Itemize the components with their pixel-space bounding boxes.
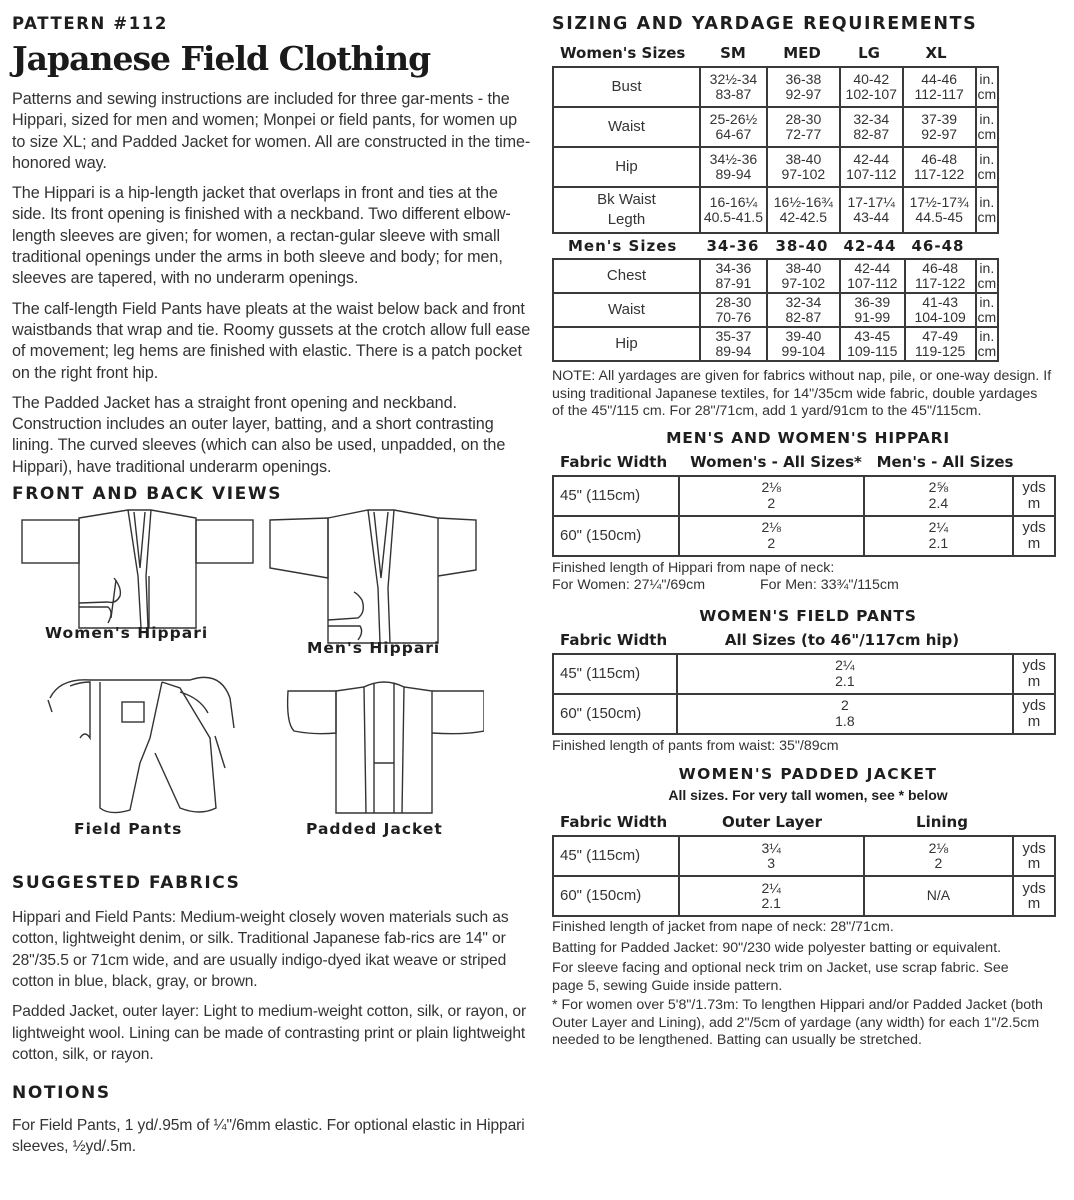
cell-in: 46-48: [921, 150, 958, 167]
cell-cm: 44.5-45: [915, 209, 963, 225]
fabrics-hippari-pants: Hippari and Field Pants: Medium-weight closely woven materials such as cotton, lightweight denim, or silk. Traditional Japanese fab-rics are 14" or 28"/35.5 or 71cm wide, and are usually indigo-dyed ikat weave or striped cotton in blue, black, gray, or brown.: [12, 909, 509, 990]
yards: 2¼: [835, 657, 855, 673]
unit-m: m: [1027, 712, 1041, 730]
jacket-note-tall: * For women over 5'8"/1.73m: To lengthen Hippari and/or Padded Jacket (both Outer Layer and Lining), add 2"/5cm of yardage (any width) for each 1"/2.5cm needed to be lengthened. Batting can usually be stretched.: [552, 997, 1043, 1048]
cell-in: 28-30: [715, 293, 752, 310]
cell-in: 42-44: [853, 150, 890, 167]
unit-cm: cm: [977, 86, 997, 102]
finished-women: For Women: 27¼"/69cm: [552, 577, 706, 593]
jacket-note-facing: For sleeve facing and optional neck trim on Jacket, use scrap fabric. See page 5, sewing Guide inside pattern.: [552, 960, 1009, 994]
unit-cm: cm: [977, 309, 997, 325]
cell-in: 37-39: [921, 110, 958, 127]
cell-in: 34-36: [715, 259, 752, 276]
table-row: [553, 187, 998, 233]
cell-cm: 109-115: [847, 343, 898, 359]
unit-m: m: [1027, 672, 1041, 690]
unit-cm: cm: [977, 126, 997, 142]
cell-in: 43-45: [854, 327, 891, 344]
cell-in: 32½-34: [709, 70, 758, 87]
views-heading: FRONT AND BACK VIEWS: [12, 484, 283, 505]
intro-paragraph: Patterns and sewing instructions are included for three gar-ments - the Hippari, sized for men and women; Monpei or field pants, for women up to size XL; and Padded Jacket for women. All are constructed in the time-honored way.: [12, 90, 531, 172]
cell-in: 36-39: [854, 293, 891, 310]
size-col-34-36: 34-36: [706, 237, 760, 255]
row-label: Waist: [553, 293, 700, 327]
cell-cm: 83-87: [715, 86, 752, 102]
col-lining: Lining: [916, 813, 968, 831]
cell-in: 32-34: [853, 110, 890, 127]
pattern-number: PATTERN #112: [12, 14, 168, 33]
unit-cm: cm: [977, 166, 997, 182]
unit-in: in.: [979, 150, 995, 167]
field-pants-caption: Field Pants: [74, 820, 183, 839]
size-col-lg: LG: [858, 44, 880, 62]
hippari-columns: [552, 453, 1064, 473]
fabrics-jacket: Padded Jacket, outer layer: Light to medium-weight cotton, silk, or rayon, or lightweight wool. Lining can be made of contrasting print or plain lightweight cotton, silk, or rayon.: [12, 1003, 527, 1063]
yards: 2⅛: [761, 519, 781, 535]
cell-in: 34½-36: [709, 150, 758, 167]
unit-m: m: [1027, 494, 1041, 512]
unit-cm: cm: [977, 275, 997, 291]
pants-finished: Finished length of pants from waist: 35"/89cm: [552, 737, 839, 754]
jacket-subheading: All sizes. For very tall women, see * below: [668, 787, 948, 803]
right-column: [552, 14, 1064, 1050]
meters: 2: [934, 855, 943, 871]
row-label: Bust: [553, 67, 700, 107]
meters: 3: [767, 855, 776, 871]
jacket-heading: WOMEN'S PADDED JACKET: [678, 765, 938, 783]
size-col-med: MED: [783, 44, 821, 62]
yards: 2⅝: [928, 479, 949, 495]
meters: 2.1: [928, 534, 949, 551]
table-row: [553, 327, 998, 361]
fabric-width: 45" (115cm): [553, 654, 677, 694]
jacket-yardage-table: [552, 835, 1056, 917]
cell-in: 44-46: [921, 70, 958, 87]
mens-hippari-illustration-icon: [258, 508, 478, 648]
table-row: [553, 259, 998, 293]
fabric-width: 60" (150cm): [553, 516, 679, 556]
row-label: Chest: [553, 259, 700, 293]
unit-in: in.: [979, 259, 995, 276]
yards: 2¼: [928, 519, 949, 535]
col-fabric-width: Fabric Width: [560, 813, 668, 831]
table-row: [553, 876, 1055, 916]
hippari-yardage-table: [552, 475, 1056, 557]
table-row: [553, 654, 1055, 694]
meters: 2: [767, 534, 776, 551]
pants-yardage-table: [552, 653, 1056, 735]
finished-men: For Men: 33¾"/115cm: [760, 577, 899, 593]
unit-yds: yds: [1022, 697, 1046, 714]
cell-cm: 89-94: [715, 343, 752, 359]
cell-cm: 72-77: [785, 126, 822, 142]
unit-in: in.: [979, 293, 995, 310]
notions-heading: NOTIONS: [12, 1083, 111, 1104]
unit-yds: yds: [1022, 839, 1046, 857]
cell-in: 36-38: [785, 70, 822, 87]
unit-in: in.: [979, 70, 995, 87]
cell-cm: 104-109: [914, 309, 966, 325]
unit-yds: yds: [1022, 519, 1046, 536]
row-label-2: Legth: [607, 211, 646, 228]
unit-in: in.: [979, 327, 995, 344]
yards: 2: [840, 697, 849, 713]
meters: 2: [767, 494, 776, 511]
table-row: [553, 476, 1055, 516]
cell-cm: 107-112: [847, 275, 898, 291]
unit-cm: cm: [977, 343, 997, 359]
cell-cm: 92-97: [785, 86, 822, 102]
col-mens: Men's - All Sizes: [876, 452, 1014, 471]
cell-in: 38-40: [785, 259, 822, 276]
left-column: [12, 14, 532, 1158]
mens-sizes-label: Men's Sizes: [568, 237, 678, 255]
table-row: [553, 694, 1055, 734]
size-col-xl: XL: [925, 44, 947, 62]
cell-cm: 40.5-41.5: [703, 209, 763, 225]
cell-in: 25-26½: [709, 110, 758, 127]
cell-cm: 99-104: [781, 343, 826, 359]
cell-in: 16-16¼: [709, 193, 758, 210]
table-row: [553, 107, 998, 147]
fabric-width: 45" (115cm): [553, 836, 679, 876]
yards: 3¼: [761, 839, 781, 856]
table-row: [553, 67, 998, 107]
cell-cm: 82-87: [785, 309, 822, 325]
table-row: [553, 147, 998, 187]
cell-cm: 42-42.5: [779, 209, 828, 225]
padded-jacket-illustration-icon: [274, 673, 484, 818]
size-col-38-40: 38-40: [775, 237, 829, 255]
yards: 2⅛: [761, 479, 781, 495]
unit-m: m: [1027, 534, 1041, 552]
jacket-description: The Padded Jacket has a straight front opening and neckband. Construction includes an outer layer, batting, and a short contrasting lining. The curved sleeves (which can also be used, unpadded, on the Hippari), have traditional underarm openings.: [12, 393, 506, 476]
cell-in: 46-48: [922, 259, 959, 276]
cell-cm: 87-91: [715, 275, 752, 291]
fabric-width: 45" (115cm): [553, 476, 679, 516]
cell-cm: 89-94: [715, 166, 752, 182]
notions-text: For Field Pants, 1 yd/.95m of ¼"/6mm elastic. For optional elastic in Hippari sleeves, ½yd/.5m.: [12, 1117, 525, 1156]
womens-sizes-header: [552, 44, 1064, 64]
cell-in: 28-30: [785, 110, 822, 127]
yardage-note: NOTE: All yardages are given for fabrics without nap, pile, or one-way design. If using traditional Japanese textiles, for 14"/35cm wide fabric, double yardages of the 45"/115 cm. For 28"/71cm, add 1 yard/91cm to the 45"/115cm.: [552, 368, 1052, 419]
field-pants-illustration-icon: [30, 668, 240, 818]
cell-in: 17-17¼: [847, 193, 895, 210]
size-col-42-44: 42-44: [843, 237, 897, 255]
table-row: [553, 836, 1055, 876]
mens-sizes-header: [552, 234, 1064, 258]
row-label: Bk Waist: [597, 191, 656, 208]
cell-cm: 102-107: [845, 86, 897, 102]
cell-cm: 97-102: [781, 166, 826, 182]
yards: 2¼: [761, 879, 781, 896]
fabrics-heading: SUGGESTED FABRICS: [12, 873, 241, 894]
cell-in: 16½-16¾: [773, 193, 833, 210]
cell-in: 39-40: [785, 327, 822, 344]
meters: 2.1: [761, 895, 781, 911]
cell-in: 41-43: [922, 293, 959, 310]
pants-heading: WOMEN'S FIELD PANTS: [699, 606, 917, 625]
unit-yds: yds: [1022, 657, 1046, 674]
unit-m: m: [1027, 855, 1041, 872]
meters: 1.8: [835, 712, 855, 729]
mens-hippari-caption: Men's Hippari: [307, 639, 441, 658]
mens-size-table: [552, 258, 999, 362]
cell-cm: 82-87: [853, 126, 890, 142]
cell-cm: 91-99: [854, 309, 891, 325]
cell-cm: 70-76: [715, 309, 752, 325]
jacket-note-length: Finished length of jacket from nape of neck: 28"/71cm.: [552, 919, 894, 935]
size-col-46-48: 46-48: [911, 237, 965, 255]
womens-hippari-caption: Women's Hippari: [45, 624, 209, 643]
hippari-heading: MEN'S AND WOMEN'S HIPPARI: [666, 428, 950, 447]
front-back-views: [12, 508, 532, 853]
lining-na: N/A: [864, 876, 1013, 916]
cell-cm: 117-122: [913, 166, 965, 182]
size-col-sm: SM: [720, 44, 746, 62]
hippari-finished-lengths: [552, 577, 1064, 595]
col-fabric-width: Fabric Width: [560, 630, 668, 649]
meters: 2.1: [835, 672, 855, 689]
womens-hippari-illustration-icon: [16, 508, 256, 633]
cell-cm: 97-102: [781, 275, 826, 291]
fabric-width: 60" (150cm): [553, 876, 679, 916]
unit-m: m: [1027, 895, 1041, 912]
cell-cm: 112-117: [914, 86, 964, 102]
jacket-note-batting: Batting for Padded Jacket: 90"/230 wide polyester batting or equivalent.: [552, 939, 1002, 956]
jacket-columns: [552, 813, 1064, 833]
cell-cm: 107-112: [846, 166, 897, 182]
fabric-width: 60" (150cm): [553, 694, 677, 734]
womens-size-table: [552, 66, 999, 234]
cell-cm: 64-67: [715, 126, 752, 142]
womens-sizes-label: Women's Sizes: [560, 44, 686, 62]
table-row: [553, 516, 1055, 556]
cell-in: 17½-17¾: [909, 193, 969, 210]
cell-cm: 43-44: [853, 209, 890, 225]
cell-cm: 117-122: [914, 275, 966, 291]
cell-in: 40-42: [853, 70, 890, 87]
cell-in: 32-34: [785, 293, 822, 310]
row-label: Waist: [553, 107, 700, 147]
yards: 2⅛: [928, 839, 949, 856]
row-label: Hip: [553, 327, 700, 361]
unit-cm: cm: [977, 209, 997, 225]
col-outer-layer: Outer Layer: [722, 813, 822, 831]
pants-columns: [552, 631, 1064, 651]
padded-jacket-caption: Padded Jacket: [306, 820, 443, 839]
cell-in: 35-37: [715, 327, 752, 344]
hippari-finished-label: Finished length of Hippari from nape of neck:: [552, 559, 835, 576]
cell-cm: 92-97: [921, 126, 958, 142]
col-all-sizes: All Sizes (to 46"/117cm hip): [724, 630, 960, 649]
table-row: [553, 293, 998, 327]
unit-yds: yds: [1022, 879, 1046, 897]
page-title: Japanese Field Clothing: [12, 39, 431, 78]
meters: 2.4: [928, 494, 949, 511]
cell-cm: 119-125: [914, 343, 966, 359]
unit-in: in.: [979, 193, 995, 210]
col-fabric-width: Fabric Width: [560, 452, 668, 471]
unit-yds: yds: [1022, 479, 1046, 496]
row-label: Hip: [553, 147, 700, 187]
sizing-heading: SIZING AND YARDAGE REQUIREMENTS: [552, 14, 978, 34]
hippari-description: The Hippari is a hip-length jacket that overlaps in front and ties at the side. Its front opening is finished with a neckband. Two different elbow-length sleeves are given; for women, a rectan-gular sleeve with small traditional openings under the arms in both sleeve and body; for men, sleeves are tapered, with no underarm openings.: [12, 184, 511, 288]
col-womens: Women's - All Sizes*: [690, 452, 862, 471]
cell-in: 47-49: [922, 327, 959, 344]
unit-in: in.: [979, 110, 995, 127]
cell-in: 42-44: [854, 259, 891, 276]
pants-description: The calf-length Field Pants have pleats at the waist below back and front waistbands that wrap and tie. Roomy gussets at the crotch allow full ease of movement; leg hems are finished with elastic. There is a patch pocket on the right front hip.: [12, 299, 531, 382]
cell-in: 38-40: [785, 150, 822, 167]
